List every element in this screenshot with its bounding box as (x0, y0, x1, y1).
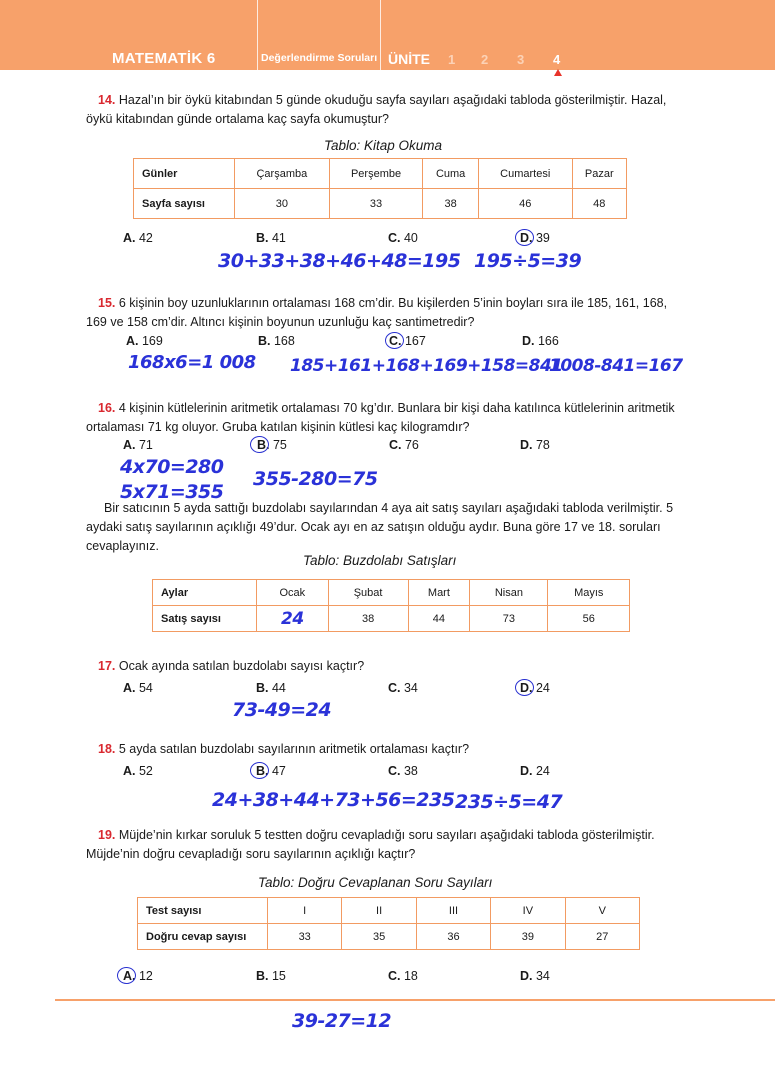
option-a[interactable]: A. 42 (123, 231, 153, 245)
option-a[interactable]: A. 71 (123, 438, 153, 452)
option-a[interactable]: A. 54 (123, 681, 153, 695)
footer-divider (55, 999, 775, 1001)
unit-number-current: 4 (553, 52, 561, 67)
handwritten-work: 185+161+168+169+158=841 (290, 356, 563, 376)
header-divider (257, 0, 258, 70)
handwritten-work: 24+38+44+73+56=235 (212, 789, 455, 811)
table-cell: 44 (408, 606, 470, 632)
table-cell: 38 (328, 606, 408, 632)
question-text: Müjde’nin kırkar soruluk 5 testten doğru cevapladığı soru sayıları aşağıdaki tabloda gösterilmiştir. Müjde’nin doğru cevapladığı soru sayılarının açıklığı kaçtır? (86, 828, 655, 861)
unit-number: 1 (448, 52, 456, 67)
table-cell: 30 (235, 189, 330, 219)
question-text: Hazal’ın bir öykü kitabından 5 günde okuduğu sayfa sayıları aşağıdaki tabloda gösterilmiştir. Hazal, öykü kitabından günde ortalama kaç sayfa okumuştur? (86, 93, 667, 126)
table-cell: 27 (565, 924, 639, 950)
unit-label: ÜNİTE (388, 51, 430, 67)
table-cell: 39 (491, 924, 565, 950)
table-cell: Cumartesi (478, 159, 572, 189)
table-cell: Çarşamba (235, 159, 330, 189)
handwritten-work: 355-280=75 (253, 468, 378, 490)
unit-number: 2 (481, 52, 489, 67)
question-number: 19. (98, 828, 116, 842)
table-cell: IV (491, 898, 565, 924)
table-cell (257, 606, 329, 632)
handwritten-work: 1008-841=167 (549, 356, 683, 376)
table-cell: Perşembe (329, 159, 423, 189)
option-c[interactable]: C. 34 (388, 681, 418, 695)
table-caption: Tablo: Buzdolabı Satışları (303, 553, 457, 568)
question-16 (86, 399, 691, 437)
handwritten-work: 39-27=12 (292, 1010, 392, 1032)
option-a[interactable]: A. 12 (123, 969, 153, 983)
table-cell: 56 (548, 606, 630, 632)
question-text: 4 kişinin kütlelerinin aritmetik ortalaması 70 kg’dır. Bunlara bir kişi daha katılınca kütlelerinin aritmetik ortalaması 71 kg oluyor. Gruba katılan kişinin kütlesi kaç kilogramdır? (86, 401, 675, 434)
option-d[interactable]: D. 78 (520, 438, 550, 452)
table-cell: 33 (329, 189, 423, 219)
option-b[interactable]: B. 168 (258, 334, 295, 348)
table-cell: 35 (342, 924, 416, 950)
handwritten-work: 235÷5=47 (455, 791, 563, 813)
table-cell: 48 (572, 189, 627, 219)
reading-table (133, 158, 627, 219)
intro-paragraph: Bir satıcının 5 ayda sattığı buzdolabı sayılarından 4 aya ait satış sayıları aşağıdaki tabloda verilmiştir. 5 aydaki satış sayılarının açıklığı 49’dur. Ocak ayı en az satışın olduğu aydır. Buna göre 17 ve 18. soruları cevaplayınız. (86, 501, 674, 553)
question-number: 14. (98, 93, 116, 107)
handwritten-work: 73-49=24 (232, 699, 332, 721)
table-cell: Ocak (257, 580, 329, 606)
section-title: Değerlendirme Soruları (261, 52, 378, 64)
answer-circle (515, 229, 534, 246)
option-b[interactable]: B. 75 (257, 438, 287, 452)
row-header: Satış sayısı (153, 606, 257, 632)
unit-number: 3 (517, 52, 525, 67)
option-a[interactable]: A. 169 (126, 334, 163, 348)
option-a[interactable]: A. 52 (123, 764, 153, 778)
question-17 (86, 657, 691, 676)
option-d[interactable]: D. 166 (522, 334, 559, 348)
question-number: 15. (98, 296, 116, 310)
option-d[interactable]: D. 34 (520, 969, 550, 983)
table-caption: Tablo: Kitap Okuma (324, 138, 443, 153)
row-header: Aylar (153, 580, 257, 606)
book-title: MATEMATİK 6 (112, 50, 216, 67)
table-cell: Şubat (328, 580, 408, 606)
question-number: 16. (98, 401, 116, 415)
answer-circle (515, 679, 534, 696)
row-header: Sayfa sayısı (134, 189, 235, 219)
table-caption: Tablo: Doğru Cevaplanan Soru Sayıları (258, 875, 493, 890)
answer-circle (117, 967, 136, 984)
question-19 (86, 826, 691, 864)
row-header: Test sayısı (138, 898, 268, 924)
option-d[interactable]: D. 39 (520, 231, 550, 245)
handwritten-work: 168x6=1 008 (128, 352, 256, 373)
option-d[interactable]: D. 24 (520, 764, 550, 778)
row-header: Günler (134, 159, 235, 189)
option-c[interactable]: C. 167 (389, 334, 426, 348)
option-c[interactable]: C. 18 (388, 969, 418, 983)
table-cell: 33 (268, 924, 342, 950)
table-cell: Pazar (572, 159, 627, 189)
row-header: Doğru cevap sayısı (138, 924, 268, 950)
question-15 (86, 294, 691, 332)
question-text: 5 ayda satılan buzdolabı sayılarının aritmetik ortalaması kaçtır? (118, 742, 470, 756)
handwritten-work: 195÷5=39 (474, 250, 582, 272)
answer-circle (250, 436, 269, 453)
table-cell: III (416, 898, 490, 924)
question-text: Ocak ayında satılan buzdolabı sayısı kaçtır? (118, 659, 365, 673)
question-number: 17. (98, 659, 116, 673)
sales-table (152, 579, 630, 632)
question-14 (86, 91, 691, 129)
handwritten-work: 4x70=280 (120, 456, 224, 478)
table-cell: Nisan (470, 580, 548, 606)
handwritten-work: 30+33+38+46+48=195 (218, 250, 461, 272)
answer-circle (385, 332, 404, 349)
option-b[interactable]: B. 44 (256, 681, 286, 695)
table-cell: 38 (423, 189, 479, 219)
question-text: 6 kişinin boy uzunluklarının ortalaması 168 cm’dir. Bu kişilerden 5’inin boyları sıra ile 185, 161, 168, 169 ve 158 cm’dir. Altıncı kişinin boyunun uzunluğu kaç santimetredir? (86, 296, 668, 329)
option-c[interactable]: C. 38 (388, 764, 418, 778)
table-cell: Cuma (423, 159, 479, 189)
handwritten-value: 24 (280, 608, 304, 629)
answer-circle (250, 762, 269, 779)
question-number: 18. (98, 742, 116, 756)
option-b[interactable]: B. 15 (256, 969, 286, 983)
option-b[interactable]: B. 41 (256, 231, 286, 245)
option-d[interactable]: D. 24 (520, 681, 550, 695)
table-cell: II (342, 898, 416, 924)
question-18 (86, 740, 691, 759)
page-header (0, 0, 775, 70)
current-unit-marker (554, 69, 562, 76)
table-cell: 36 (416, 924, 490, 950)
option-c[interactable]: C. 40 (388, 231, 418, 245)
test-table (137, 897, 640, 950)
handwritten-work: 5x71=355 (120, 481, 224, 503)
header-divider (380, 0, 381, 70)
option-b[interactable]: B. 47 (256, 764, 286, 778)
table-cell: I (268, 898, 342, 924)
table-cell: Mart (408, 580, 470, 606)
table-cell: Mayıs (548, 580, 630, 606)
table-cell: V (565, 898, 639, 924)
table-cell: 73 (470, 606, 548, 632)
table-cell: 46 (478, 189, 572, 219)
option-c[interactable]: C. 76 (389, 438, 419, 452)
